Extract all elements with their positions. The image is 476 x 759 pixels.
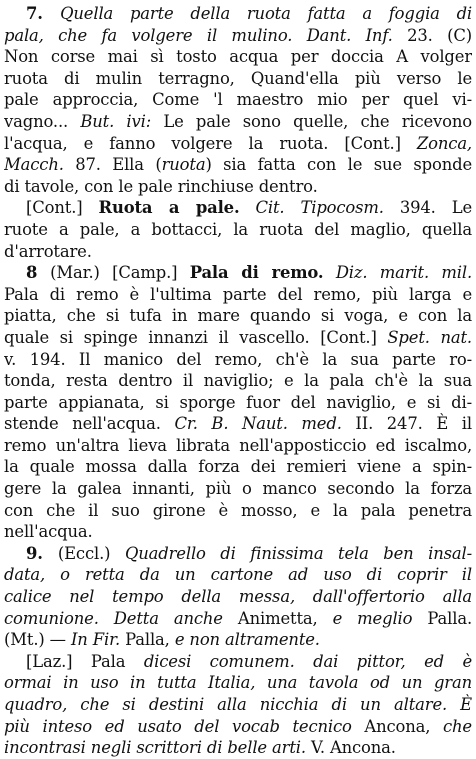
text-run: più inteso ed usato del vocab tecnico [4, 716, 352, 736]
text-run: di tavole, con le pale rinchiuse dentro. [4, 176, 318, 196]
text-run: Diz. marit. mil. [335, 263, 472, 283]
text-run: pale approccia, Come 'l maestro mio per quel vi- [4, 90, 472, 110]
text-run: Cr. B. Naut. med. [174, 414, 342, 434]
text-line [4, 262, 472, 284]
text-run: nell'acqua. [4, 522, 93, 542]
text-run: comunione. Detta anche [4, 608, 223, 628]
text-line [4, 564, 472, 586]
text-line [4, 176, 472, 198]
text-run: (Mt.) — [4, 630, 71, 650]
text-run: Pala di remo è l'ultima parte del remo, più larga e [4, 284, 472, 304]
text-line [4, 672, 472, 694]
text-run: gere la galea innanti, più o manco secondo la forza [4, 479, 472, 499]
text-run: remo un'altra lieva librata nell'apposticcio ed iscalmo, [4, 435, 472, 455]
text-line [4, 241, 472, 263]
text-line [4, 370, 472, 392]
entry-section-8 [4, 262, 472, 543]
text-run: che [442, 716, 472, 736]
text-line [4, 25, 472, 47]
text-line [4, 133, 472, 155]
text-run: parte appianata, si sporge fuor del naviglio, e si di- [4, 392, 472, 412]
text-run [323, 263, 335, 282]
text-run: Macch. [4, 155, 64, 175]
text-line [4, 716, 472, 738]
text-line [4, 284, 472, 306]
text-run: ormai in uso in tutta Italia, una tavola od un gran [4, 673, 472, 693]
text-line [4, 500, 472, 522]
text-run: Non corse mai sì tosto acqua per doccia A volger [4, 47, 472, 67]
text-run: 7. [26, 4, 61, 23]
text-run: Animetta, [222, 608, 333, 628]
text-run: 87. Ella ( [63, 155, 162, 175]
text-line [4, 694, 472, 716]
text-run: ruote a pale, a bottacci, la ruota del maglio, quella [4, 219, 472, 239]
text-line [4, 154, 472, 176]
text-run: quale si spinge innanzi il vascello. [Cont.] [4, 327, 388, 347]
text-run: [Laz.] Pala [26, 651, 144, 671]
text-run: Quella parte della ruota fatta a foggia di [60, 4, 472, 23]
text-line [4, 651, 472, 673]
text-line [4, 327, 472, 349]
text-run: l'acqua, e fanno volgere la ruota. [Cont.] [4, 133, 417, 153]
entry-section-9 [4, 543, 472, 651]
text-line [4, 219, 472, 241]
text-run: Pala di remo. [189, 263, 324, 283]
text-run: V. Ancona. [305, 738, 396, 758]
text-run: (Eccl.) [57, 543, 125, 563]
text-run: ruota di mulin terragno, Quand'ella più verso le [4, 68, 472, 88]
text-run: stende nell'acqua. [4, 414, 175, 434]
text-run: e non altramente. [174, 630, 320, 650]
text-run: Zonca, [416, 133, 472, 153]
text-line [4, 629, 472, 651]
text-run: Ruota a pale. [98, 198, 240, 218]
text-line [4, 392, 472, 414]
text-line [4, 435, 472, 457]
text-run: Le pale sono quelle, che ricevono [151, 111, 472, 131]
text-run: Cit. Tipocosm. [255, 198, 384, 218]
text-run: d'arrotare. [4, 241, 92, 261]
text-run: ) sia fatta con le sue sponde [205, 155, 472, 175]
text-run: Palla, [120, 630, 175, 650]
text-run: Ancona, [351, 716, 443, 736]
text-run: quadro, che si destini alla nicchia di un altare. È [4, 695, 472, 714]
text-run: incontrasi negli scrittori di belle arti. [4, 738, 306, 758]
text-run: Palla. [412, 608, 472, 628]
text-run: [Cont.] [26, 198, 99, 218]
entry-section-7-ruota-a-pale [4, 197, 472, 262]
entry-section-7 [4, 3, 472, 197]
text-run: 8 [26, 263, 51, 283]
text-line [4, 608, 472, 630]
text-run: v. 194. Il manico del remo, ch'è la sua parte ro- [4, 349, 472, 369]
text-run: But. ivi: [80, 111, 152, 131]
text-run [240, 198, 256, 217]
text-run: pala, che fa volgere il mulino. Dant. Inf. [4, 25, 393, 45]
text-line [4, 456, 472, 478]
text-run: 9. [26, 543, 58, 563]
text-run: ruota [161, 155, 206, 175]
text-run: In Fir. [70, 630, 121, 650]
text-line [4, 46, 472, 68]
text-line [4, 349, 472, 371]
text-run: II. 247. È il [341, 414, 472, 434]
text-run: tonda, resta dentro il naviglio; e la pala ch'è la sua [4, 371, 472, 391]
text-line [4, 478, 472, 500]
text-run: la quale mossa dalla forza dei remieri viene a spin- [4, 457, 472, 477]
text-run: 23. (C) [392, 25, 472, 45]
text-run: 394. Le [383, 198, 472, 218]
text-run: piatta, che si tufa in mare quando si voga, e con la [4, 306, 472, 326]
text-line [4, 68, 472, 90]
text-run: (Mar.) [Camp.] [50, 263, 190, 283]
text-run: vagno... [4, 111, 81, 131]
text-line [4, 521, 472, 543]
text-line [4, 305, 472, 327]
text-line [4, 89, 472, 111]
text-line [4, 197, 472, 219]
text-run: data, o retta da un cartone ad uso di coprir il [4, 565, 472, 585]
text-line [4, 543, 472, 565]
text-run: con che il suo girone è mosso, e la pala penetra [4, 500, 472, 520]
text-run: Spet. nat. [387, 327, 472, 347]
text-line [4, 111, 472, 133]
text-line [4, 737, 472, 759]
text-run: e meglio [332, 608, 413, 628]
text-run: Quadrello di finissima tela ben insal- [124, 543, 472, 563]
text-line [4, 586, 472, 608]
text-line [4, 413, 472, 435]
text-line [4, 3, 472, 25]
text-run: calice nel tempo della messa, dall'offertorio alla [4, 587, 472, 607]
entry-section-9-laz [4, 651, 472, 759]
text-run: dicesi comunem. dai pittor, ed è [143, 651, 472, 671]
